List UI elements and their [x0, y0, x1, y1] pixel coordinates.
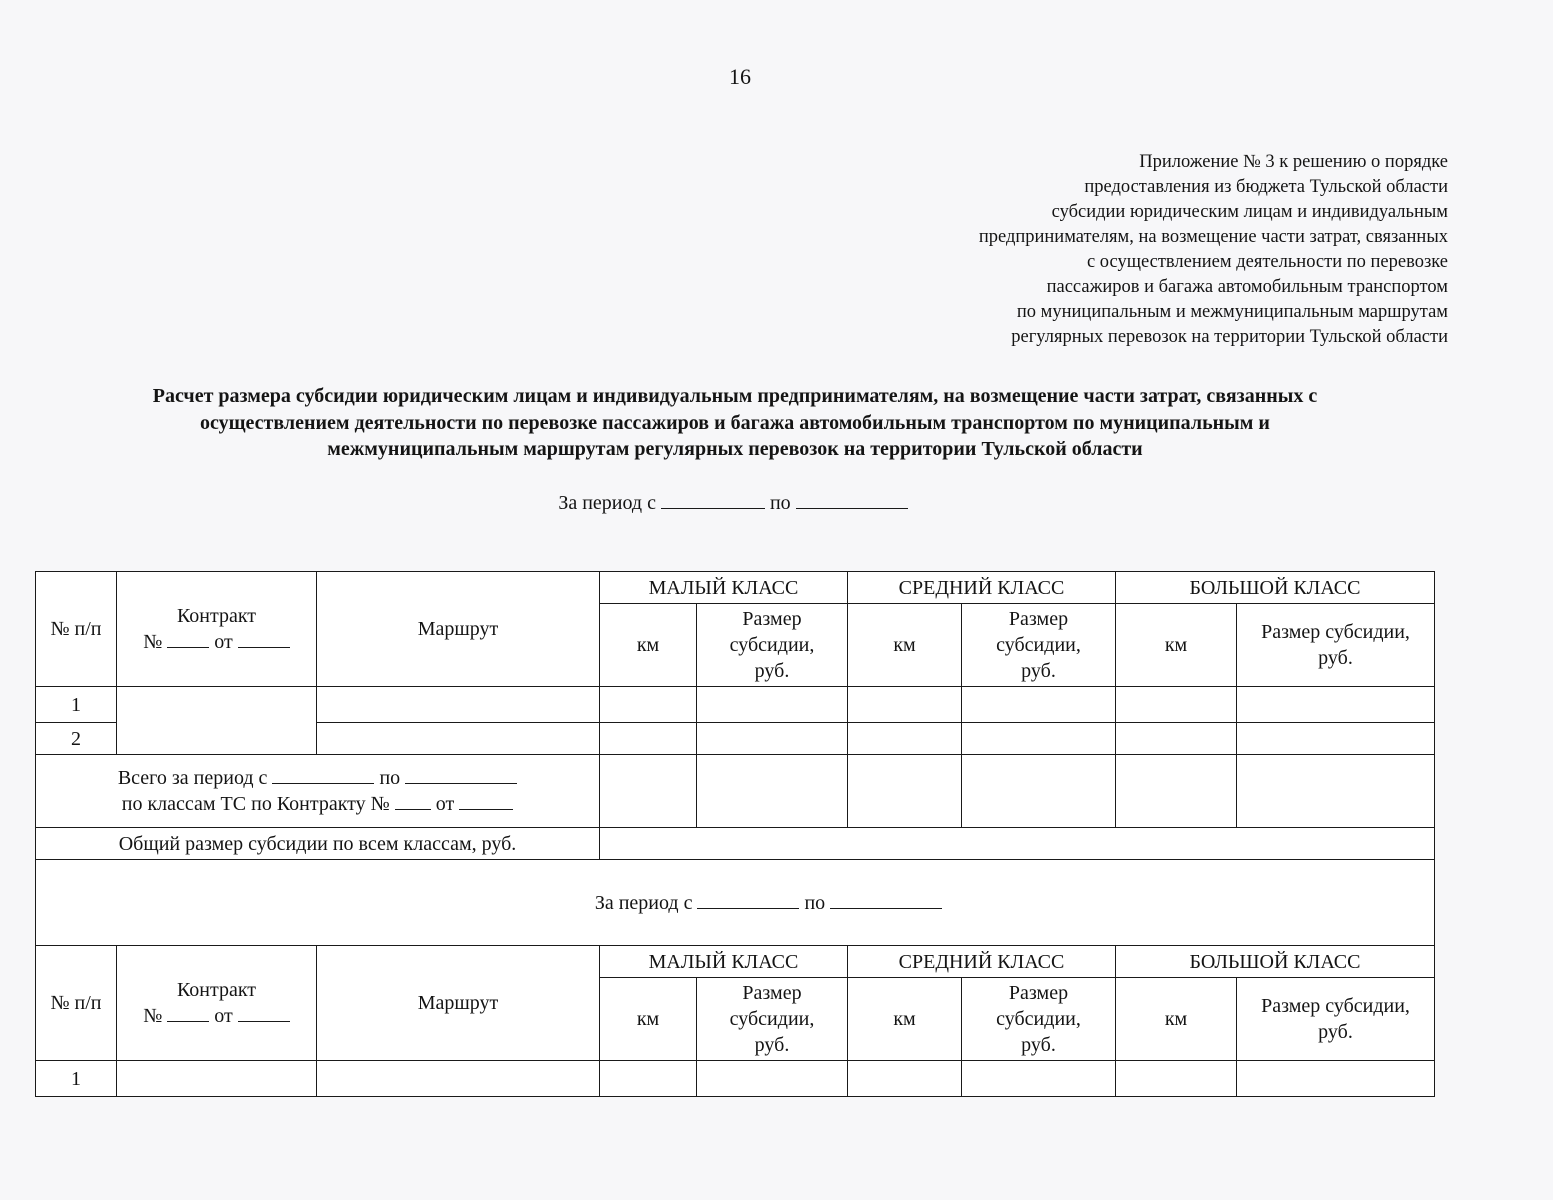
appendix-line: предпринимателям, на возмещение части затрат, связанных: [978, 227, 1448, 247]
subsidy-table: [35, 571, 1435, 1097]
data-cell[interactable]: [1237, 687, 1435, 723]
header-contract-number: № от: [117, 629, 316, 655]
header-class-small: МАЛЫЙ КЛАСС: [600, 946, 848, 978]
data-cell[interactable]: [962, 1061, 1116, 1097]
header-class-medium: СРЕДНИЙ КЛАСС: [848, 946, 1116, 978]
appendix-line: Приложение № 3 к решению о порядке: [1139, 152, 1448, 172]
data-cell[interactable]: [848, 1061, 962, 1097]
data-cell[interactable]: [697, 1061, 848, 1097]
header-contract-number: № от: [117, 1003, 316, 1029]
header-subsidy: Размер субсидии, руб.: [697, 604, 848, 687]
table-row: [36, 1061, 1435, 1097]
header-km: км: [1116, 604, 1237, 687]
row-number: 1: [36, 687, 117, 723]
header-km: км: [1116, 978, 1237, 1061]
route-cell[interactable]: [317, 723, 600, 755]
data-cell[interactable]: [1116, 723, 1237, 755]
period-prefix: За период с: [558, 492, 656, 514]
header-subsidy: Размер субсидии, руб.: [1237, 604, 1435, 687]
appendix-line: пассажиров и багажа автомобильным транспортом: [1046, 277, 1448, 297]
header-km: км: [600, 604, 697, 687]
table-row: [36, 687, 1435, 723]
data-cell[interactable]: [962, 755, 1116, 828]
header-class-large: БОЛЬШОЙ КЛАСС: [1116, 946, 1435, 978]
header-contract: [117, 946, 317, 1061]
overall-row: [36, 828, 1435, 860]
period-to-blank[interactable]: [796, 490, 908, 509]
header-contract-label: Контракт: [176, 605, 257, 627]
appendix-line: субсидии юридическим лицам и индивидуальным: [1051, 202, 1448, 222]
header-subsidy: Размер субсидии, руб.: [697, 978, 848, 1061]
contract-cell[interactable]: [117, 687, 317, 755]
data-cell[interactable]: [1237, 723, 1435, 755]
data-cell[interactable]: [848, 755, 962, 828]
data-cell[interactable]: [962, 687, 1116, 723]
data-cell[interactable]: [848, 723, 962, 755]
route-cell[interactable]: [317, 687, 600, 723]
header-subsidy: Размер субсидии, руб.: [962, 604, 1116, 687]
data-cell[interactable]: [697, 755, 848, 828]
route-cell[interactable]: [317, 1061, 600, 1097]
data-cell[interactable]: [697, 723, 848, 755]
document-title: [40, 383, 1430, 463]
header-class-medium: СРЕДНИЙ КЛАСС: [848, 572, 1116, 604]
page-number: 16: [729, 64, 751, 89]
contract-cell[interactable]: [117, 1061, 317, 1097]
data-cell[interactable]: [1237, 755, 1435, 828]
total-label: Всего за период с по по классам ТС по Контракту № от: [36, 755, 600, 828]
header-km: км: [848, 978, 962, 1061]
period-from-blank[interactable]: [661, 490, 765, 509]
header-contract-label: Контракт: [176, 979, 257, 1001]
header-num: № п/п: [36, 946, 117, 1061]
header-num: № п/п: [36, 572, 117, 687]
header-subsidy: Размер субсидии, руб.: [1237, 978, 1435, 1061]
data-cell[interactable]: [1237, 1061, 1435, 1097]
appendix-line: по муниципальным и межмуниципальным маршрутам: [1016, 302, 1448, 322]
appendix-line: регулярных перевозок на территории Тульской области: [1011, 327, 1448, 347]
second-period: За период с по: [36, 860, 1435, 946]
period-row: [36, 860, 1435, 946]
data-cell[interactable]: [600, 755, 697, 828]
title-line: Расчет размера субсидии юридическим лицам и индивидуальным предпринимателям, на возмещение части затрат, связанных с: [152, 385, 1318, 407]
header-km: км: [848, 604, 962, 687]
data-cell[interactable]: [1116, 755, 1237, 828]
appendix-note: [888, 150, 1448, 350]
header-route: Маршрут: [317, 946, 600, 1061]
appendix-line: предоставления из бюджета Тульской области: [1084, 177, 1448, 197]
data-cell[interactable]: [600, 687, 697, 723]
header-class-large: БОЛЬШОЙ КЛАСС: [1116, 572, 1435, 604]
header-class-small: МАЛЫЙ КЛАСС: [600, 572, 848, 604]
data-cell[interactable]: [600, 1061, 697, 1097]
header-km: км: [600, 978, 697, 1061]
period-middle: по: [769, 492, 791, 514]
data-cell[interactable]: [848, 687, 962, 723]
header-subsidy: Размер субсидии, руб.: [962, 978, 1116, 1061]
row-number: 2: [36, 723, 117, 755]
overall-value-cell[interactable]: [600, 828, 1435, 860]
data-cell[interactable]: [600, 723, 697, 755]
header-route: Маршрут: [317, 572, 600, 687]
data-cell[interactable]: [697, 687, 848, 723]
data-cell[interactable]: [1116, 1061, 1237, 1097]
data-cell[interactable]: [1116, 687, 1237, 723]
period-line: [0, 490, 1466, 515]
header-contract: [117, 572, 317, 687]
appendix-line: с осуществлением деятельности по перевозке: [1086, 252, 1448, 272]
title-line: межмуниципальным маршрутам регулярных перевозок на территории Тульской области: [327, 438, 1143, 460]
data-cell[interactable]: [962, 723, 1116, 755]
row-number: 1: [36, 1061, 117, 1097]
overall-label: Общий размер субсидии по всем классам, руб.: [36, 828, 600, 860]
title-line: осуществлением деятельности по перевозке пассажиров и багажа автомобильным транспортом по муниципальным и: [200, 411, 1270, 434]
total-row: [36, 755, 1435, 828]
